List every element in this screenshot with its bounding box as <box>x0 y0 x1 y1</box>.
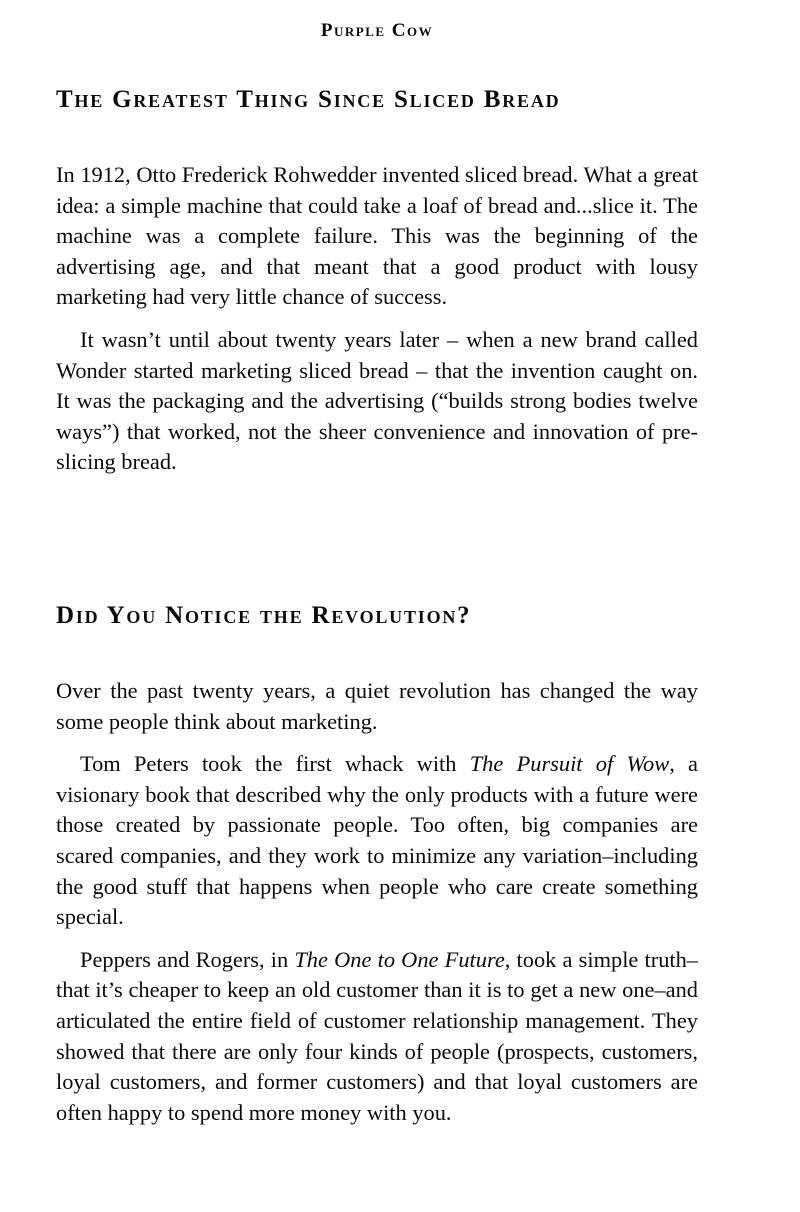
paragraph: Over the past twenty years, a quiet revolution has changed the way some people think about marketing. <box>56 678 698 734</box>
running-head: Purple Cow <box>320 20 434 41</box>
section-heading-revolution: Did You Notice the Revolution? <box>56 602 472 629</box>
book-title: The One to One Future <box>294 946 505 972</box>
section-heading-sliced-bread: The Greatest Thing Since Sliced Bread <box>56 86 561 113</box>
book-title: The Pursuit of Wow <box>469 751 670 777</box>
section-revolution <box>56 676 698 1140</box>
section-sliced-bread <box>56 160 698 490</box>
paragraph <box>56 749 698 933</box>
paragraph-text: , a visionary book that described why the only products with a future were those created by passionate people. Too often, big companies are scared companies, and they work to minimize any variation–including the good stuff that happens when people who care create something special. <box>56 751 698 930</box>
paragraph-text: , took a simple truth–that it’s cheaper to keep an old customer than it is to get a new one–and articulated the entire field of customer relationship management. They showed that there are only four kinds of people (prospects, customers, loyal customers, and former customers) and that loyal customers are often happy to spend more money with you. <box>56 946 699 1125</box>
book-page <box>56 0 698 1212</box>
paragraph-text: Tom Peters took the first whack with <box>80 751 470 777</box>
paragraph: It wasn’t until about twenty years later – when a new brand called Wonder started marketing sliced bread – that the invention caught on. It was the packaging and the advertising (“builds strong bodies twelve ways”) that worked, not the sheer convenience and innovation of pre-slicing bread. <box>56 326 698 475</box>
paragraph: In 1912, Otto Frederick Rohwedder invented sliced bread. What a great idea: a simple machine that could take a loaf of bread and...slice it. The machine was a complete failure. This was the beginning of the advertising age, and that meant that a good product with lousy marketing had very little chance of success. <box>56 162 698 310</box>
paragraph <box>56 945 698 1129</box>
paragraph-text: Peppers and Rogers, in <box>80 946 295 972</box>
